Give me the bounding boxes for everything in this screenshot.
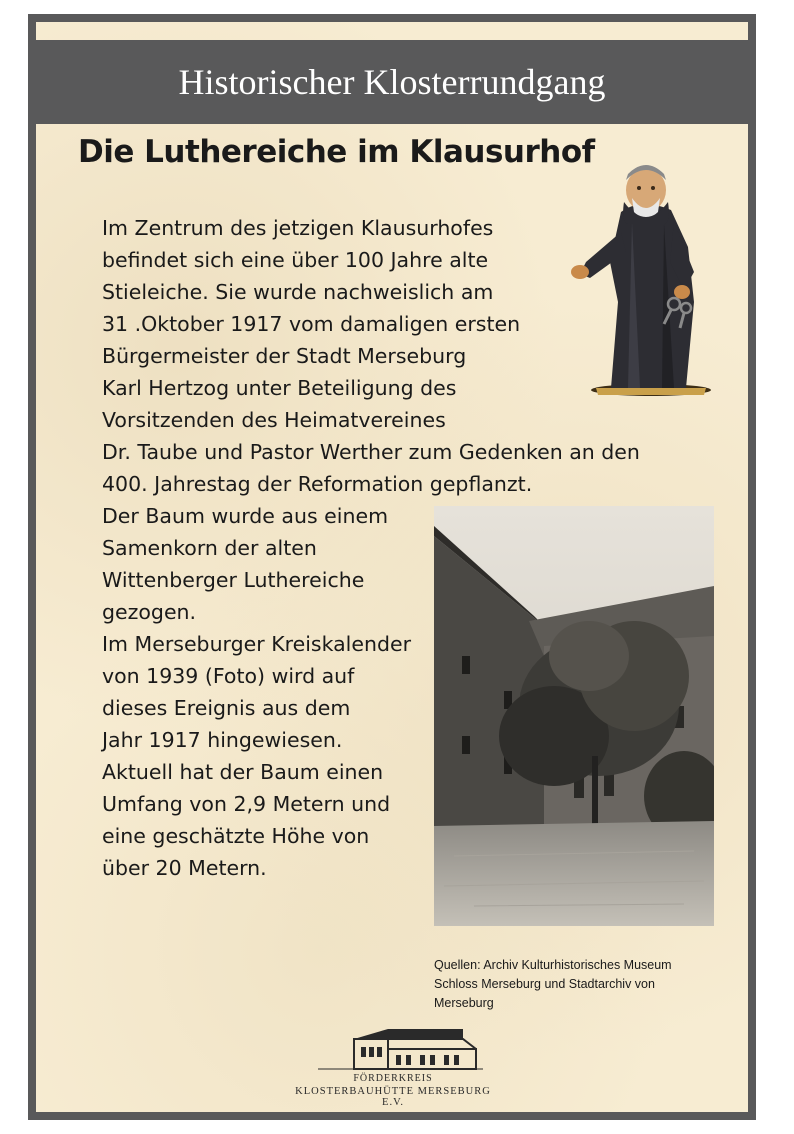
paragraph-line: Samenkorn der alten	[102, 536, 317, 560]
paragraph-line: Bürgermeister der Stadt Merseburg	[102, 344, 467, 368]
paragraph-line: Aktuell hat der Baum einen	[102, 760, 384, 784]
paragraph-line: von 1939 (Foto) wird auf	[102, 664, 355, 688]
paragraph-line: eine geschätzte Höhe von	[102, 824, 370, 848]
sources-note	[434, 956, 672, 1013]
monastery-building-icon	[288, 1027, 498, 1073]
sources-line: Schloss Merseburg und Stadtarchiv von	[434, 977, 655, 991]
paragraph-line: dieses Ereignis aus dem	[102, 696, 351, 720]
paragraph-line: Wittenberger Luthereiche	[102, 568, 365, 592]
paragraph-line: Dr. Taube und Pastor Werther zum Gedenken an den	[102, 440, 640, 464]
paragraph-line: Der Baum wurde aus einem	[102, 504, 389, 528]
paragraph-line: Vorsitzenden des Heimatvereines	[102, 408, 446, 432]
paragraph-line: Jahr 1917 hingewiesen.	[102, 728, 343, 752]
logo-text-line1: FÖRDERKREIS	[353, 1073, 433, 1084]
paragraph-line: gezogen.	[102, 600, 197, 624]
poster-frame	[28, 14, 756, 1120]
paragraph-line: befindet sich eine über 100 Jahre alte	[102, 248, 489, 272]
paragraph-line: 31 .Oktober 1917 vom damaligen ersten	[102, 312, 521, 336]
paragraph-line: über 20 Metern.	[102, 856, 267, 880]
poster-paper	[36, 22, 748, 1112]
banner-title: Historischer Klosterrundgang	[36, 40, 748, 124]
page-title: Die Luthereiche im Klausurhof	[78, 134, 595, 170]
paragraph-line: Im Zentrum des jetzigen Klausurhofes	[102, 216, 494, 240]
association-logo	[288, 1027, 498, 1107]
sources-line: Quellen: Archiv Kulturhistorisches Museum	[434, 958, 672, 972]
paragraph-line: Karl Hertzog unter Beteiligung des	[102, 376, 457, 400]
paragraph-line: Umfang von 2,9 Metern und	[102, 792, 391, 816]
logo-text-line2: KLOSTERBAUHÜTTE MERSEBURG E.V.	[295, 1086, 491, 1108]
paragraph-line: Stieleiche. Sie wurde nachweislich am	[102, 280, 494, 304]
paragraph-line: 400. Jahrestag der Reformation gepflanzt.	[102, 472, 533, 496]
paragraph-line: Im Merseburger Kreiskalender	[102, 632, 412, 656]
sources-line: Merseburg	[434, 996, 494, 1010]
courtyard-photo	[434, 506, 714, 926]
